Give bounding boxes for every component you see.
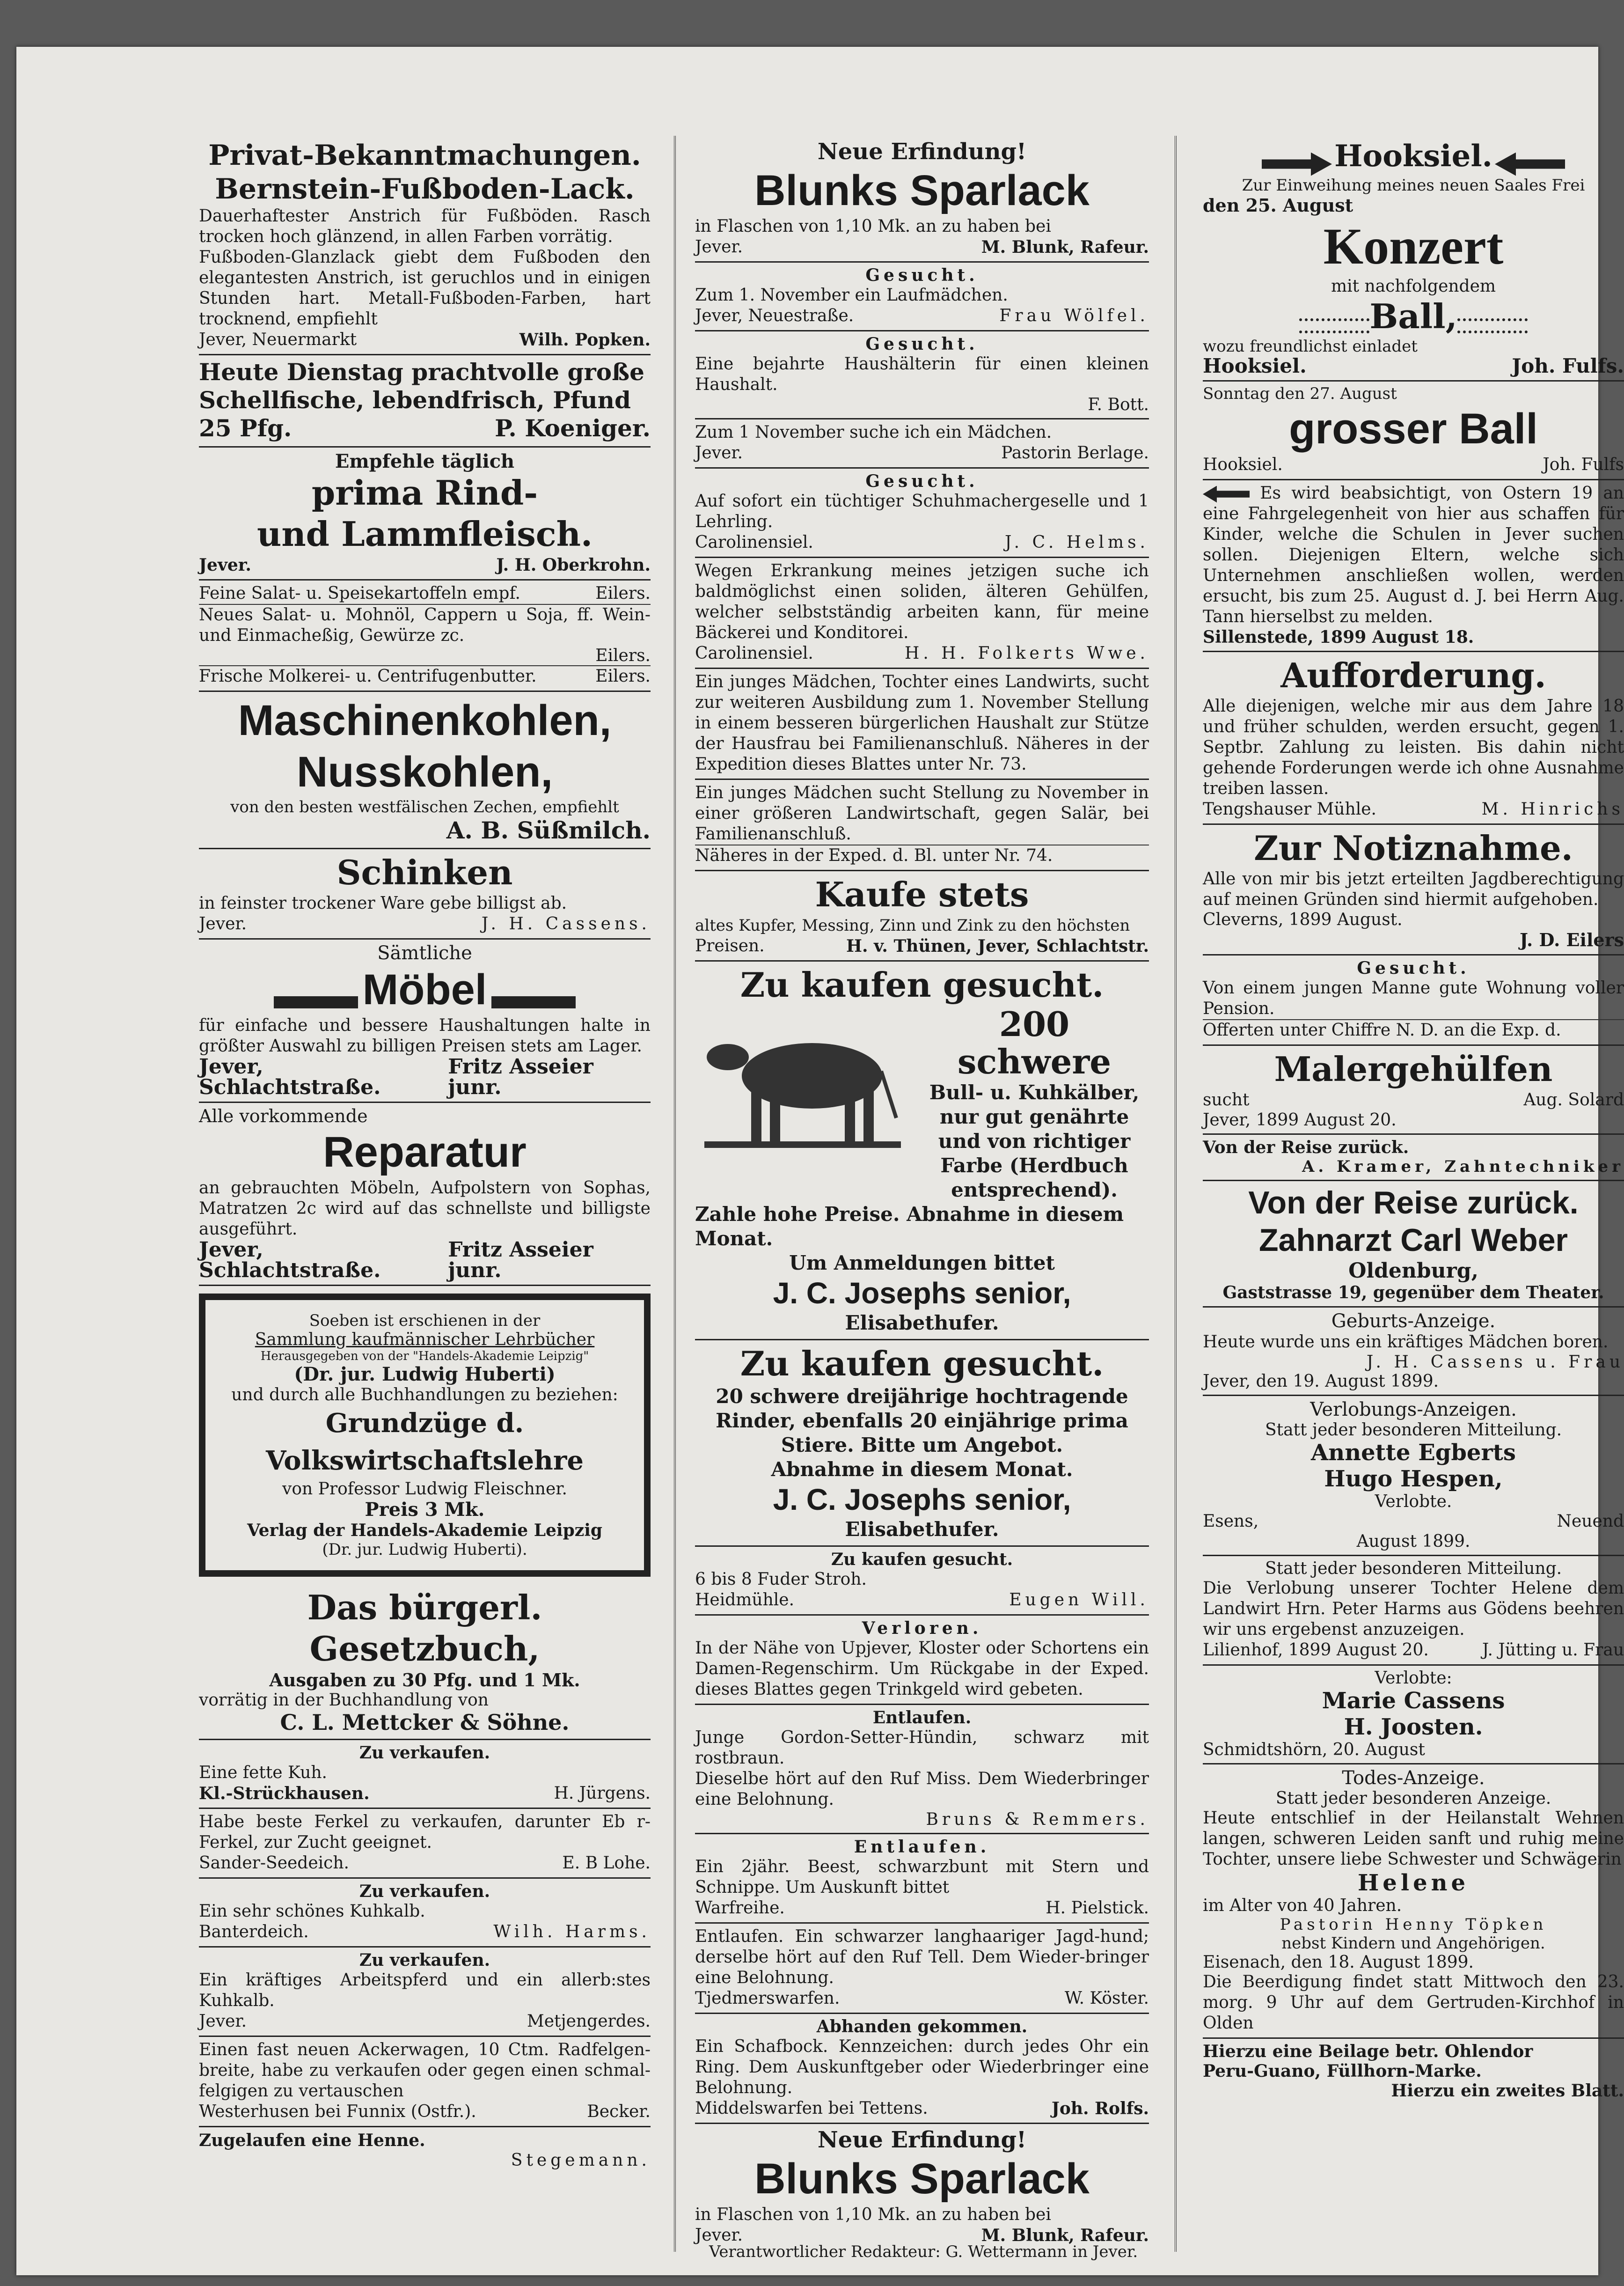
ad-text: Ein Schafbock. Kennzeichen: durch jedes Ohr ein Ring. Dem Auskunftgeber oder Wiederbringer eine Belohnung. bbox=[695, 2037, 1149, 2097]
ad-head: Gesucht. bbox=[865, 471, 979, 491]
ad-wohnung bbox=[1203, 956, 1624, 1046]
ad-schafbock bbox=[695, 2014, 1149, 2124]
ad-signature: J. H. Oberkrohn. bbox=[496, 555, 651, 575]
ad-text: 20 schwere dreijährige hochtragende Rinder, ebenfalls 20 einjährige prima Stiere. Bitte um Angebot. bbox=[716, 1385, 1128, 1456]
ad-ackerwagen bbox=[199, 2037, 651, 2127]
ad-line: Um Anmeldungen bittet bbox=[789, 1251, 1055, 1274]
ad-name: Annette Egberts bbox=[1311, 1439, 1516, 1466]
ad-signature: H. Jürgens. bbox=[554, 1784, 651, 1803]
ad-text: Alle diejenigen, welche mir aus dem Jahre 18 und früher schulden, werden ersucht, gegen 1. Septbr. Zahlung zu leisten. Bis dahin nicht gehende Forderungen werde ich ohne Ausnahme treiben lassen. bbox=[1203, 696, 1624, 798]
ad-line: und von richtiger bbox=[938, 1130, 1131, 1153]
ad-place: Cleverns, 1899 August. bbox=[1203, 910, 1403, 929]
ad-entlaufen-beest bbox=[695, 1834, 1149, 1924]
ad-signature: W. Köster. bbox=[1064, 1989, 1149, 2008]
ad-text: Ein junges Mädchen sucht Stellung zu November in einer größeren Landwirtschaft, gegen Salär, bei Familienanschluß. bbox=[695, 783, 1149, 844]
ad-line: Alle vorkommende bbox=[199, 1106, 368, 1126]
ad-place: Jever, Schlachtstraße. bbox=[199, 1055, 381, 1099]
box-line: Preis 3 Mk. bbox=[365, 1499, 485, 1521]
ad-signature: C. L. Mettcker & Söhne. bbox=[280, 1710, 570, 1735]
ad-verkaufen bbox=[199, 1740, 651, 1809]
ad-signature: Eilers. bbox=[595, 667, 651, 686]
ad-line: Oldenburg, bbox=[1348, 1258, 1478, 1283]
ad-place: Jever, Neuestraße. bbox=[695, 306, 854, 325]
ad-signature: M. Blunk, Rafeur. bbox=[981, 237, 1149, 257]
ad-sparlack bbox=[695, 136, 1149, 263]
box-line: Soeben ist erschienen in der bbox=[309, 1311, 541, 1330]
ad-schinken bbox=[199, 849, 651, 940]
ad-rinder bbox=[695, 1340, 1149, 1547]
ad-line: Ausgaben zu 30 Pfg. und 1 Mk. bbox=[269, 1669, 580, 1691]
ad-text: Ein junges Mädchen, Tochter eines Landwirts, sucht zur weiteren Ausbildung zum 1. November Stellung in einem besseren bürgerlichen Haushalt zur Stütze der Hausfrau bei Familienanschluß. Näheres in der Expedition dieses Blattes unter Nr. 73. bbox=[695, 672, 1149, 774]
ad-kuhkalb bbox=[199, 1879, 651, 1948]
ad-kaufe-stets bbox=[695, 871, 1149, 962]
section-heading: Privat-Bekanntmachungen. bbox=[208, 139, 641, 172]
ad-place: Jever. bbox=[695, 237, 743, 257]
ad-text: Zum 1 November suche ich ein Mädchen. bbox=[695, 423, 1052, 442]
ad-line: Verlobte. bbox=[1375, 1492, 1452, 1511]
ad-verlobung-helene bbox=[1203, 1556, 1624, 1666]
ad-text: Die Beerdigung findet statt Mittwoch den 23. morg. 9 Uhr auf dem Gertruden-Kirchhof in Olden bbox=[1203, 1972, 1624, 2033]
box-line: (Dr. jur. Ludwig Huberti). bbox=[322, 1540, 527, 1559]
ad-head: Abhanden gekommen. bbox=[816, 2017, 1028, 2036]
ad-place: Middelswarfen bei Tettens. bbox=[695, 2099, 928, 2118]
ad-text: 6 bis 8 Fuder Stroh. bbox=[695, 1570, 867, 1589]
ad-title: und Lammfleisch. bbox=[256, 514, 593, 554]
ad-head: Zu verkaufen. bbox=[359, 1882, 490, 1901]
ad-place: Banterdeich. bbox=[199, 1922, 309, 1941]
ad-line: Statt jeder besonderen Anzeige. bbox=[1275, 1788, 1551, 1808]
ad-text: Heute Dienstag prachtvolle große Schellfische, lebendfrisch, Pfund bbox=[199, 358, 644, 414]
ad-text: Einen fast neuen Ackerwagen, 10 Ctm. Radfelgen-breite, habe zu verkaufen oder gegen einen schmal-felgigen zu vertauschen bbox=[199, 2040, 651, 2101]
ad-text: Die Verlobung unserer Tochter Helene dem Landwirt Hrn. Peter Harms aus Gödens beehren wir uns ergebenst anzuzeigen. bbox=[1203, 1578, 1624, 1639]
ad-line: Statt jeder besonderen Mitteilung. bbox=[1265, 1420, 1562, 1440]
ad-head: Verloren. bbox=[862, 1618, 982, 1638]
ad-sparlack bbox=[695, 2124, 1149, 2249]
ad-grosser-ball bbox=[1203, 382, 1624, 480]
ad-signature: Pastorin Berlage. bbox=[1001, 443, 1149, 463]
ad-signature: J. C. Helms. bbox=[1005, 533, 1149, 552]
ad-signature: Fritz Asseier junr. bbox=[448, 1238, 593, 1282]
ad-text: in Flaschen von 1,10 Mk. an zu haben bei bbox=[695, 2205, 1051, 2224]
ad-eilers bbox=[199, 581, 651, 692]
ad-title: Bernstein-Fußboden-Lack. bbox=[215, 173, 635, 206]
ad-text: Ein kräftiges Arbeitspferd und ein allerb:stes Kuhkalb. bbox=[199, 1970, 651, 2010]
ad-place: Eisenach, den 18. August 1899. bbox=[1203, 1952, 1474, 1972]
ad-place: Esens, bbox=[1203, 1511, 1259, 1531]
ad-title: Zur Notiznahme. bbox=[1254, 828, 1573, 868]
ad-title: prima Rind- bbox=[311, 473, 538, 513]
decorative-bar bbox=[491, 996, 576, 1008]
ad-text: für einfache und bessere Haushaltungen halte in größter Auswahl zu billigen Preisen stets am Lager. bbox=[199, 1016, 651, 1056]
ad-line: Peru-Guano, Füllhorn-Marke. bbox=[1203, 2061, 1482, 2081]
ad-place: Jever. bbox=[695, 443, 743, 463]
ad-head: Gesucht. bbox=[1357, 958, 1470, 978]
ad-title: Kaufe stets bbox=[815, 875, 1029, 914]
ad-signature: Frau Wölfel. bbox=[999, 306, 1149, 325]
ad-date: August 1899. bbox=[1356, 1531, 1470, 1551]
ad-signature: nebst Kindern und Angehörigen. bbox=[1281, 1933, 1545, 1953]
column-rule bbox=[1175, 136, 1177, 2252]
ad-konzert bbox=[1203, 136, 1624, 382]
ad-signature: J. H. Cassens. bbox=[481, 914, 651, 934]
decorative-dots bbox=[1457, 318, 1528, 333]
ad-jagdhund bbox=[695, 1924, 1149, 2014]
ad-text: Fußboden-Glanzlack giebt dem Fußboden den elegantesten Anstrich, ist geruchlos und in einigen Stunden hart. Metall-Fußboden-Farben, hart trocknend, empfiehlt bbox=[199, 248, 651, 329]
ad-signature: E. B Lohe. bbox=[562, 1853, 651, 1873]
ad-place: Preisen. bbox=[695, 936, 765, 956]
ad-ball: Ball, bbox=[1369, 296, 1457, 336]
ad-signature: J. D. Eilers bbox=[1520, 929, 1624, 950]
ad-signature: A. Kramer, Zahntechniker bbox=[1302, 1157, 1624, 1176]
ad-entlaufen-hund bbox=[695, 1705, 1149, 1834]
box-line: Verlag der Handels-Akademie Leipzig bbox=[247, 1521, 603, 1540]
ad-place: Jever. bbox=[199, 555, 251, 575]
ad-place: Jever. bbox=[199, 914, 247, 934]
ad-line: Gaststrasse 19, gegenüber dem Theater. bbox=[1222, 1282, 1604, 1302]
ad-title: Aufforderung. bbox=[1280, 655, 1546, 695]
ad-title: Das bürgerl. Gesetzbuch, bbox=[307, 1588, 542, 1669]
ad-text: in Flaschen von 1,10 Mk. an zu haben bei bbox=[695, 217, 1051, 236]
ad-signature: Eugen Will. bbox=[1009, 1590, 1149, 1610]
ad-verlobung-egberts bbox=[1203, 1396, 1624, 1556]
ad-title: Malergehülfen bbox=[1274, 1049, 1553, 1089]
pointing-hand-icon bbox=[1262, 153, 1332, 176]
ad-signature: M. Hinrichs bbox=[1481, 799, 1624, 819]
ad-place: Hooksiel. bbox=[1203, 354, 1307, 377]
ad-gesucht bbox=[695, 331, 1149, 419]
ad-text: Dieselbe hört auf den Ruf Miss. Dem Wiederbringer eine Belohnung. bbox=[695, 1769, 1149, 1809]
column-2 bbox=[695, 136, 1149, 2249]
ad-kaelber bbox=[695, 962, 1149, 1340]
ad-signature: Eilers. bbox=[595, 646, 651, 665]
ad-gesucht bbox=[695, 263, 1149, 331]
ad-place: Jever, Neuermarkt bbox=[199, 330, 357, 349]
ad-signature: Stegemann. bbox=[511, 2151, 651, 2170]
ad-text: Heute entschlief in der Heilanstalt Wehnen langen, schweren Leiden sanft und ruhig meine Tochter, unsere liebe Schwester und Schwägerin bbox=[1203, 1808, 1624, 1869]
ad-text: Entlaufen. Ein schwarzer langhaariger Jagd-hund; derselbe hört auf den Ruf Tell. Dem Wieder-bringer eine Belohnung. bbox=[695, 1927, 1149, 1987]
ad-place: Sillenstede, 1899 August 18. bbox=[1203, 627, 1474, 647]
box-line: (Dr. jur. Ludwig Huberti) bbox=[294, 1363, 556, 1385]
ad-signature: J. H. Cassens u. Frau bbox=[1366, 1352, 1624, 1372]
ad-verloren bbox=[695, 1616, 1149, 1705]
box-title: Grundzüge d. Volkswirtschaftslehre bbox=[266, 1408, 584, 1476]
ad-price: 25 Pfg. bbox=[199, 414, 292, 442]
box-line: Sammlung kaufmännischer Lehrbücher bbox=[255, 1330, 595, 1349]
ad-schellfische bbox=[199, 355, 651, 448]
ad-maedchen bbox=[695, 419, 1149, 469]
ad-line: Abnahme in diesem Monat. bbox=[771, 1458, 1073, 1481]
ad-signature: Joh. Fulfs. bbox=[1512, 354, 1624, 377]
ad-place: Heidmühle. bbox=[695, 1590, 795, 1610]
ad-aufforderung bbox=[1203, 652, 1624, 825]
ad-text: Offerten unter Chiffre N. D. an die Exp. d. bbox=[1203, 1019, 1624, 1041]
decorative-bar bbox=[274, 996, 358, 1008]
ad-signature: Fritz Asseier junr. bbox=[448, 1055, 593, 1099]
ad-name: Helene bbox=[1357, 1869, 1470, 1896]
ad-head: Zu kaufen gesucht. bbox=[831, 1550, 1013, 1569]
ad-place: Tjedmerswarfen. bbox=[695, 1989, 840, 2008]
ad-head: Gesucht. bbox=[865, 265, 979, 285]
ad-signature: H. H. Folkerts Wwe. bbox=[904, 644, 1149, 663]
ad-signature: Aug. Solard bbox=[1523, 1090, 1624, 1110]
ad-line: wozu freundlichst einladet bbox=[1203, 337, 1418, 356]
ad-stellung bbox=[695, 780, 1149, 871]
box-line: Herausgegeben von der "Handels-Akademie Leipzig" bbox=[260, 1349, 589, 1363]
ad-text: von den besten westfälischen Zechen, empfiehlt bbox=[230, 798, 619, 816]
ad-signature: Becker. bbox=[587, 2102, 651, 2121]
ad-line: Empfehle täglich bbox=[335, 450, 515, 472]
pointing-hand-icon bbox=[1495, 153, 1565, 176]
ad-line: Verlobte: bbox=[1375, 1668, 1452, 1688]
ad-head: Gesucht. bbox=[865, 334, 979, 354]
ad-text: Junge Gordon-Setter-Hündin, schwarz mit rostbraun. bbox=[695, 1728, 1149, 1768]
ad-head: Todes-Anzeige. bbox=[1342, 1767, 1485, 1789]
ad-signature: F. Bott. bbox=[1088, 395, 1149, 414]
ad-name: H. Joosten. bbox=[1344, 1713, 1483, 1740]
ad-text: Auf sofort ein tüchtiger Schuhmachergeselle und 1 Lehrling. bbox=[695, 492, 1149, 531]
ad-name: Hugo Hespen, bbox=[1324, 1465, 1503, 1492]
ad-fleisch bbox=[199, 448, 651, 581]
footer-editor: Verantwortlicher Redakteur: G. Wettermann in Jever. bbox=[709, 2242, 1138, 2261]
ad-kohlen bbox=[199, 692, 651, 849]
ad-text: Frische Molkerei- u. Centrifugenbutter. bbox=[199, 667, 537, 686]
ad-title: Zu kaufen gesucht. bbox=[740, 1344, 1104, 1383]
ad-signature: J. Jütting u. Frau bbox=[1482, 1640, 1624, 1660]
ad-text: Neues Salat- u. Mohnöl, Cappern u Soja, ff. Wein- und Einmacheßig, Gewürze zc. bbox=[199, 604, 651, 646]
ad-text: Habe beste Ferkel zu verkaufen, darunter Eb r- Ferkel, zur Zucht geeignet. bbox=[199, 1812, 651, 1852]
ad-text: Zum 1. November ein Laufmädchen. bbox=[695, 286, 1008, 305]
newspaper-page bbox=[16, 47, 1624, 2275]
ad-kramer bbox=[1203, 1135, 1624, 1181]
ad-schuhmacher bbox=[695, 469, 1149, 558]
ad-title: Schinken bbox=[337, 853, 513, 892]
ad-text: Es wird beabsichtigt, von Ostern 19 an eine Fahrgelegenheit von hier aus schaffen für Kinder, welche die Schulen in Jever suchen sollen. Diejenigen Eltern, welche sich Unternehmen anschließen wollen, werden ersucht, bis zum 25. August d. J. bei Herrn Aug. Tann hierselbst zu melden. bbox=[1203, 483, 1624, 626]
ad-place: Tengshauser Mühle. bbox=[1203, 799, 1376, 819]
ad-text: altes Kupfer, Messing, Zinn und Zink zu den höchsten bbox=[695, 916, 1130, 935]
ad-title: Hooksiel. bbox=[1334, 139, 1492, 174]
ad-fahrgelegenheit bbox=[1203, 480, 1624, 652]
ad-title: Blunks Sparlack bbox=[754, 2155, 1090, 2203]
ad-line: Farbe (Herdbuch bbox=[940, 1154, 1128, 1177]
ad-place: Elisabethufer. bbox=[845, 1311, 999, 1334]
ad-line: Hierzu eine Beilage betr. Ohlendor bbox=[1203, 2041, 1533, 2061]
ad-line: Zahnarzt Carl Weber bbox=[1258, 1222, 1568, 1258]
ad-text: Eine fette Kuh. bbox=[199, 1763, 327, 1782]
box-line: von Professor Ludwig Fleischner. bbox=[282, 1479, 567, 1499]
ad-verlobte bbox=[1203, 1666, 1624, 1764]
ad-text: Zugelaufen eine Henne. bbox=[199, 2131, 425, 2150]
ad-place: Neuend bbox=[1557, 1511, 1624, 1531]
cow-image bbox=[695, 1006, 910, 1155]
ad-title: Zu kaufen gesucht. bbox=[740, 965, 1104, 1005]
ad-baeckerei bbox=[695, 558, 1149, 669]
ad-place: Carolinensiel. bbox=[695, 533, 813, 552]
ad-beilage bbox=[1203, 2039, 1624, 2104]
ad-signature: J. C. Josephs senior, bbox=[773, 1276, 1071, 1310]
ad-gesetzbuch bbox=[199, 1584, 651, 1740]
column-3 bbox=[1203, 136, 1624, 2104]
ad-text: Eine bejahrte Haushälterin für einen kleinen Haushalt. bbox=[695, 354, 1149, 394]
ad-place: Jever. bbox=[199, 2012, 247, 2031]
ad-line: Sonntag den 27. August bbox=[1203, 384, 1397, 403]
ad-title: Nusskohlen, bbox=[296, 748, 553, 796]
ad-place: Kl.-Strückhausen. bbox=[199, 1784, 370, 1803]
ad-line: sucht bbox=[1203, 1090, 1250, 1110]
ad-line: im Alter von 40 Jahren. bbox=[1203, 1896, 1402, 1915]
ad-place: Warfreihe. bbox=[695, 1898, 785, 1918]
ad-line: Bull- u. Kuhkälber, bbox=[929, 1081, 1140, 1104]
ad-line: nur gut genährte bbox=[939, 1105, 1129, 1128]
ad-place: Elisabethufer. bbox=[845, 1518, 999, 1541]
ad-place: Jever. bbox=[695, 2226, 743, 2245]
ad-weber bbox=[1203, 1181, 1624, 1308]
ad-book-box bbox=[199, 1294, 651, 1577]
ad-text: Dauerhaftester Anstrich für Fußböden. Rasch trocken hoch glänzend, in allen Farben vorrätig. bbox=[199, 206, 651, 246]
ad-stellung bbox=[695, 669, 1149, 780]
ad-stroh bbox=[695, 1547, 1149, 1616]
pointing-hand-icon bbox=[1203, 486, 1250, 503]
ad-big: 200 schwere bbox=[957, 1004, 1112, 1081]
ad-text: Wegen Erkrankung meines jetzigen suche ich baldmöglichst einen soliden, älteren Gehülfen, welcher selbstständig arbeiten kann, für meine Bäckerei und Konditorei. bbox=[695, 561, 1149, 642]
ad-todesanzeige bbox=[1203, 1764, 1624, 2039]
ad-title: Von der Reise zurück. bbox=[1248, 1184, 1579, 1220]
ad-signature: Metjengerdes. bbox=[527, 2012, 651, 2031]
ad-signature: P. Koeniger. bbox=[495, 414, 651, 442]
ad-signature: H. v. Thünen, Jever, Schlachtstr. bbox=[846, 936, 1149, 956]
ad-line: Sämtliche bbox=[377, 942, 472, 964]
ad-reparatur bbox=[199, 1103, 651, 1286]
ad-signature: Pastorin Henny Töpken bbox=[1280, 1915, 1547, 1934]
ad-title: Möbel bbox=[362, 966, 487, 1014]
ad-henne bbox=[199, 2127, 651, 2174]
ad-title: grosser Ball bbox=[1289, 404, 1538, 453]
ad-text: an gebrauchten Möbeln, Aufpolstern von Sophas, Matratzen 2c wird auf das schnellste und billigste ausgeführt. bbox=[199, 1178, 651, 1239]
ad-head: Von der Reise zurück. bbox=[1203, 1137, 1409, 1157]
decorative-dots bbox=[1299, 318, 1369, 333]
box-line: und durch alle Buchhandlungen zu beziehen: bbox=[231, 1385, 618, 1404]
ad-signature: J. C. Josephs senior, bbox=[773, 1483, 1071, 1516]
ad-place: Sander-Seedeich. bbox=[199, 1853, 349, 1873]
ad-place: Hooksiel. bbox=[1203, 455, 1283, 474]
ad-place: Jever, Schlachtstraße. bbox=[199, 1238, 381, 1282]
ad-line: den 25. August bbox=[1203, 194, 1353, 216]
ad-signature: H. Pielstick. bbox=[1046, 1898, 1149, 1918]
ad-text: Feine Salat- u. Speisekartoffeln empf. bbox=[199, 584, 520, 603]
ad-line: entsprechend). bbox=[951, 1178, 1118, 1201]
ad-signature: Eilers. bbox=[595, 584, 651, 603]
ad-text: in feinster trockener Ware gebe billigst ab. bbox=[199, 894, 567, 913]
ad-title: Reparatur bbox=[323, 1128, 527, 1176]
ad-place: Lilienhof, 1899 August 20. bbox=[1203, 1640, 1429, 1660]
ad-line: mit nachfolgendem bbox=[1331, 276, 1496, 296]
ad-signature: Bruns & Remmers. bbox=[926, 1810, 1149, 1829]
ad-signature: Wilh. Popken. bbox=[519, 330, 651, 350]
ad-line: Hierzu ein zweites Blatt. bbox=[1391, 2080, 1624, 2101]
ad-signature: A. B. Süßmilch. bbox=[446, 816, 651, 844]
ad-name: Marie Cassens bbox=[1322, 1687, 1505, 1714]
ad-head: Geburts-Anzeige. bbox=[1331, 1310, 1496, 1332]
ad-place: Westerhusen bei Funnix (Ostfr.). bbox=[199, 2102, 476, 2121]
ad-title: Blunks Sparlack bbox=[754, 167, 1090, 214]
ad-head: Verlobungs-Anzeigen. bbox=[1310, 1398, 1517, 1420]
ad-signature: M. Blunk, Rafeur. bbox=[981, 2226, 1149, 2245]
ad-line: Zahle hohe Preise. Abnahme in diesem Monat. bbox=[695, 1203, 1124, 1250]
ad-text: In der Nähe von Upjever, Kloster oder Schortens ein Damen-Regenschirm. Um Rückgabe in der Exped. dieses Blattes gegen Trinkgeld wird gebeten. bbox=[695, 1639, 1149, 1699]
ad-notiznahme bbox=[1203, 825, 1624, 956]
ad-big: Konzert bbox=[1323, 217, 1504, 275]
ad-title: Maschinenkohlen, bbox=[238, 697, 612, 744]
ad-signature: Joh. Rolfs. bbox=[1051, 2099, 1149, 2118]
ad-signature: Joh. Fulfs bbox=[1543, 455, 1624, 474]
ad-malergehuelfen bbox=[1203, 1046, 1624, 1135]
ad-place: Schmidtshörn, 20. August bbox=[1203, 1740, 1425, 1759]
ad-line: Statt jeder besonderen Mitteilung. bbox=[1265, 1558, 1562, 1578]
ad-geburt bbox=[1203, 1308, 1624, 1396]
ad-line: vorrätig in der Buchhandlung von bbox=[199, 1691, 489, 1710]
ad-text: Ein sehr schönes Kuhkalb. bbox=[199, 1902, 425, 1921]
column-1 bbox=[199, 136, 651, 2174]
ad-line: Zur Einweihung meines neuen Saales Frei bbox=[1242, 176, 1585, 195]
ad-arbeitspferd bbox=[199, 1948, 651, 2037]
ad-head: Entlaufen. bbox=[872, 1708, 972, 1727]
ad-bernstein-lack bbox=[199, 136, 651, 355]
ad-head: Entlaufen. bbox=[854, 1837, 990, 1857]
ad-text: Alle von mir bis jetzt erteilten Jagdberechtigung auf meinen Gründen sind hiermit aufgehoben. bbox=[1203, 869, 1624, 909]
ad-text: Näheres in der Exped. d. Bl. unter Nr. 74. bbox=[695, 845, 1149, 866]
column-rule bbox=[674, 136, 676, 2252]
ad-text: Heute wurde uns ein kräftiges Mädchen boren. bbox=[1203, 1332, 1609, 1352]
ad-place: Jever, 1899 August 20. bbox=[1203, 1110, 1397, 1130]
ad-place: Jever, den 19. August 1899. bbox=[1203, 1371, 1439, 1391]
ad-moebel bbox=[199, 940, 651, 1103]
ad-signature: Wilh. Harms. bbox=[493, 1922, 651, 1941]
ad-ferkel bbox=[199, 1809, 651, 1879]
ad-head: Zu verkaufen. bbox=[359, 1743, 490, 1763]
ad-place: Carolinensiel. bbox=[695, 644, 813, 663]
ad-text: Von einem jungen Manne gute Wohnung voller Pension. bbox=[1203, 978, 1624, 1018]
ad-head: Neue Erfindung! bbox=[817, 2127, 1027, 2153]
ad-head: Neue Erfindung! bbox=[817, 139, 1027, 165]
ad-head: Zu verkaufen. bbox=[359, 1950, 490, 1970]
ad-text: Ein 2jähr. Beest, schwarzbunt mit Stern und Schnippe. Um Auskunft bittet bbox=[695, 1857, 1149, 1897]
